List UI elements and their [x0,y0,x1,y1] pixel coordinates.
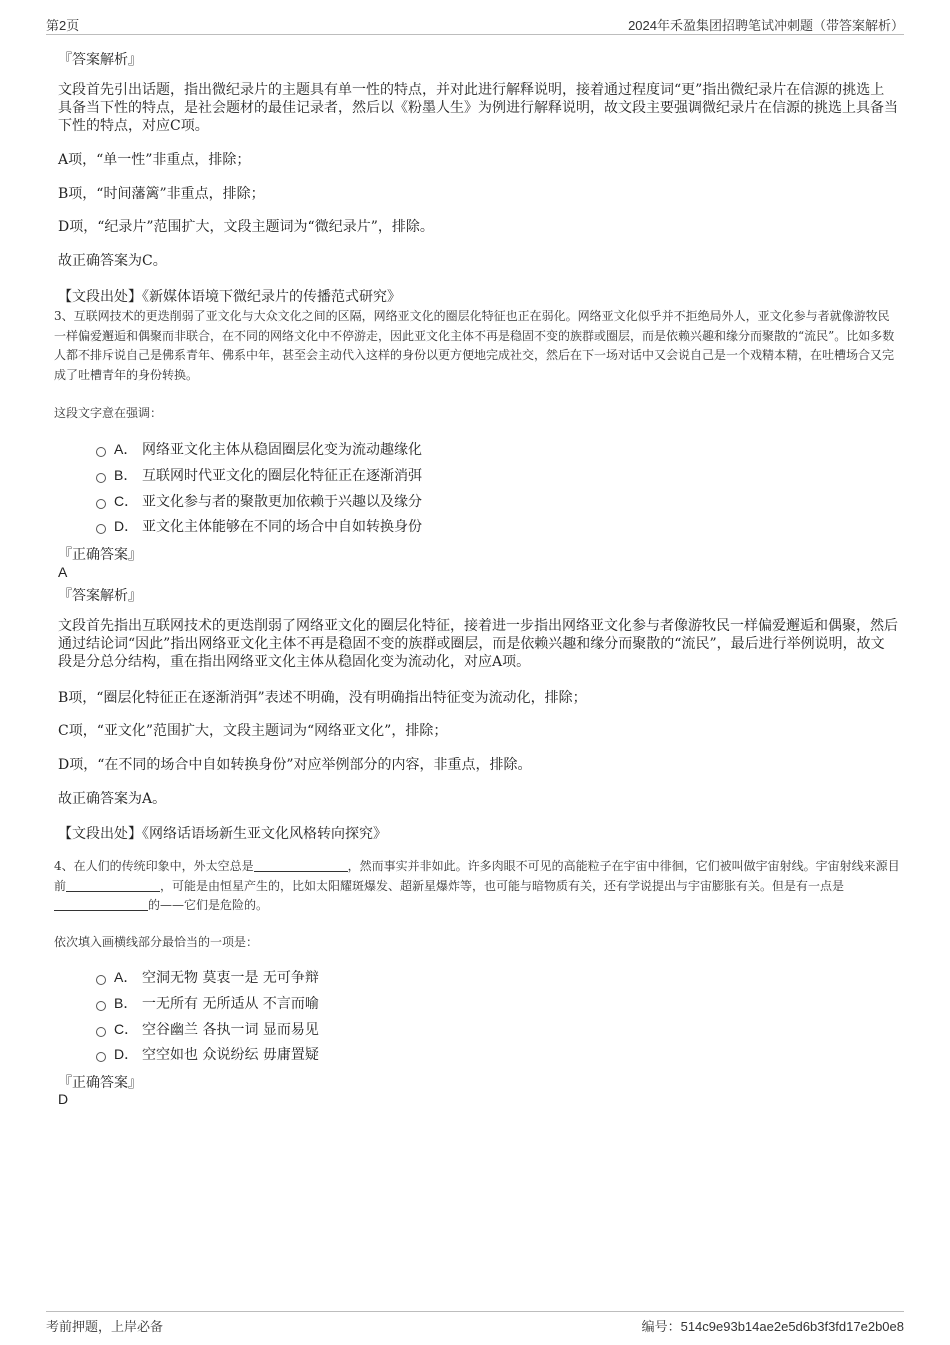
fill-blank-3 [54,898,148,911]
q3-conclusion: 故正确答案为A。 [58,791,167,807]
q2-note-b: B项，“时间藩篱”非重点，排除； [58,186,265,202]
page-number: 第2页 [46,18,80,33]
q3-correct-answer: A [58,564,68,580]
radio-icon[interactable] [96,1001,106,1011]
footer-slogan: 考前押题，上岸必备 [46,1319,164,1334]
radio-icon[interactable] [96,473,106,483]
q3-note-b: B项，“圈层化特征正在逐渐消弭”表述不明确，没有明确指出特征变为流动化，排除； [58,690,587,706]
radio-icon[interactable] [96,499,106,509]
q2-conclusion: 故正确答案为C。 [58,253,167,269]
document-title: 2024年禾盈集团招聘笔试冲刺题（带答案解析） [628,18,904,33]
q3-note-d: D项，“在不同的场合中自如转换身份”对应举例部分的内容，非重点，排除。 [58,757,532,773]
radio-icon[interactable] [96,975,106,985]
q3-correct-heading: 『正确答案』 [58,547,142,563]
radio-icon[interactable] [96,447,106,457]
q3-note-c: C项，“亚文化”范围扩大，文段主题词为“网络亚文化”，排除； [58,723,448,739]
radio-icon[interactable] [96,524,106,534]
fill-blank-1 [254,859,348,872]
q2-note-a: A项，“单一性”非重点，排除； [58,152,251,168]
q2-source: 【文段出处】《新媒体语境下微纪录片的传播范式研究》 [58,289,401,305]
q4-correct-answer: D [58,1091,69,1107]
q3-analysis-body: 文段首先指出互联网技术的更迭削弱了网络亚文化的圈层化特征，接着进一步指出网络亚文化参与者像游牧民一样偏爱邂逅和偶聚，然后通过结论词“因此”指出网络亚文化主体不再是稳固不变的族群或圈层，而是依赖兴趣和缘分而聚散的“流民”，最后进行举例说明，故文段是分总分结构，重在指出网络亚文化主体从稳固化变为流动化，对应A项。 [58,618,898,670]
q3-option-a[interactable]: A． 网络亚文化主体从稳固圈层化变为流动趣缘化 [96,439,422,459]
q2-analysis-body: 文段首先引出话题，指出微纪录片的主题具有单一性的特点，并对此进行解释说明，接着通过程度词“更”指出微纪录片在信源的挑选上具备当下性的特点，是社会题材的最佳记录者，然后以《粉墨人生》为例进行解释说明，故文段主要强调微纪录片在信源的挑选上具备当下性的特点，对应C项。 [58,82,898,134]
footer-serial: 编号：514c9e93b14ae2e5d6b3f3fd17e2b0e8 [641,1319,904,1334]
q3-question-text: 3、互联网技术的更迭削弱了亚文化与大众文化之间的区隔，网络亚文化的圈层化特征也正在弱化。网络亚文化似乎并不拒绝局外人，亚文化参与者就像游牧民一样偏爱邂逅和偶聚而非联合，在不同的网络文化中不停游走，因此亚文化主体不再是稳固不变的族群或圈层，而是依赖兴趣和缘分而聚散的“流民”。比如多数人都不排斥说自己是佛系青年、佛系中年，甚至会主动代入这样的身份以更方便地完成社交，然后在下一场对话中又会说自己是一个戏精本精，在吐槽场合又完成了吐槽青年的身份转换。 [54,309,895,382]
q2-analysis-heading: 『答案解析』 [58,52,142,68]
q3-option-b[interactable]: B． 互联网时代亚文化的圈层化特征正在逐渐消弭 [96,465,422,485]
fill-blank-2 [66,879,160,892]
q4-correct-heading: 『正确答案』 [58,1075,142,1091]
q3-prompt: 这段文字意在强调： [54,406,163,420]
q4-option-d[interactable]: D． 空空如也 众说纷纭 毋庸置疑 [96,1044,319,1064]
q4-option-c[interactable]: C． 空谷幽兰 各执一词 显而易见 [96,1019,319,1039]
q3-analysis-heading: 『答案解析』 [58,588,142,604]
q4-option-b[interactable]: B． 一无所有 无所适从 不言而喻 [96,993,319,1013]
page-footer [46,1311,904,1334]
q2-note-d: D项，“纪录片”范围扩大，文段主题词为“微纪录片”，排除。 [58,219,434,235]
q4-question-text: 4、在人们的传统印象中，外太空总是 ，然而事实并非如此。许多肉眼不可见的高能粒子在宇宙中徘徊，它们被叫做宇宙射线。宇宙射线来源目前 ，可能是由恒星产生的，比如太阳耀斑爆发、超新星爆炸等，也可能与暗物质有关，还有学说提出与宇宙膨胀有关。但是有一点是的——它们是危险的。 [54,859,900,912]
radio-icon[interactable] [96,1027,106,1037]
q4-prompt: 依次填入画横线部分最恰当的一项是： [54,935,259,949]
page-header [46,14,904,35]
q3-option-c[interactable]: C． 亚文化参与者的聚散更加依赖于兴趣以及缘分 [96,491,422,511]
radio-icon[interactable] [96,1052,106,1062]
q4-option-a[interactable]: A． 空洞无物 莫衷一是 无可争辩 [96,967,319,987]
q3-option-d[interactable]: D． 亚文化主体能够在不同的场合中自如转换身份 [96,516,422,536]
q3-source: 【文段出处】《网络话语场新生亚文化风格转向探究》 [58,826,387,842]
